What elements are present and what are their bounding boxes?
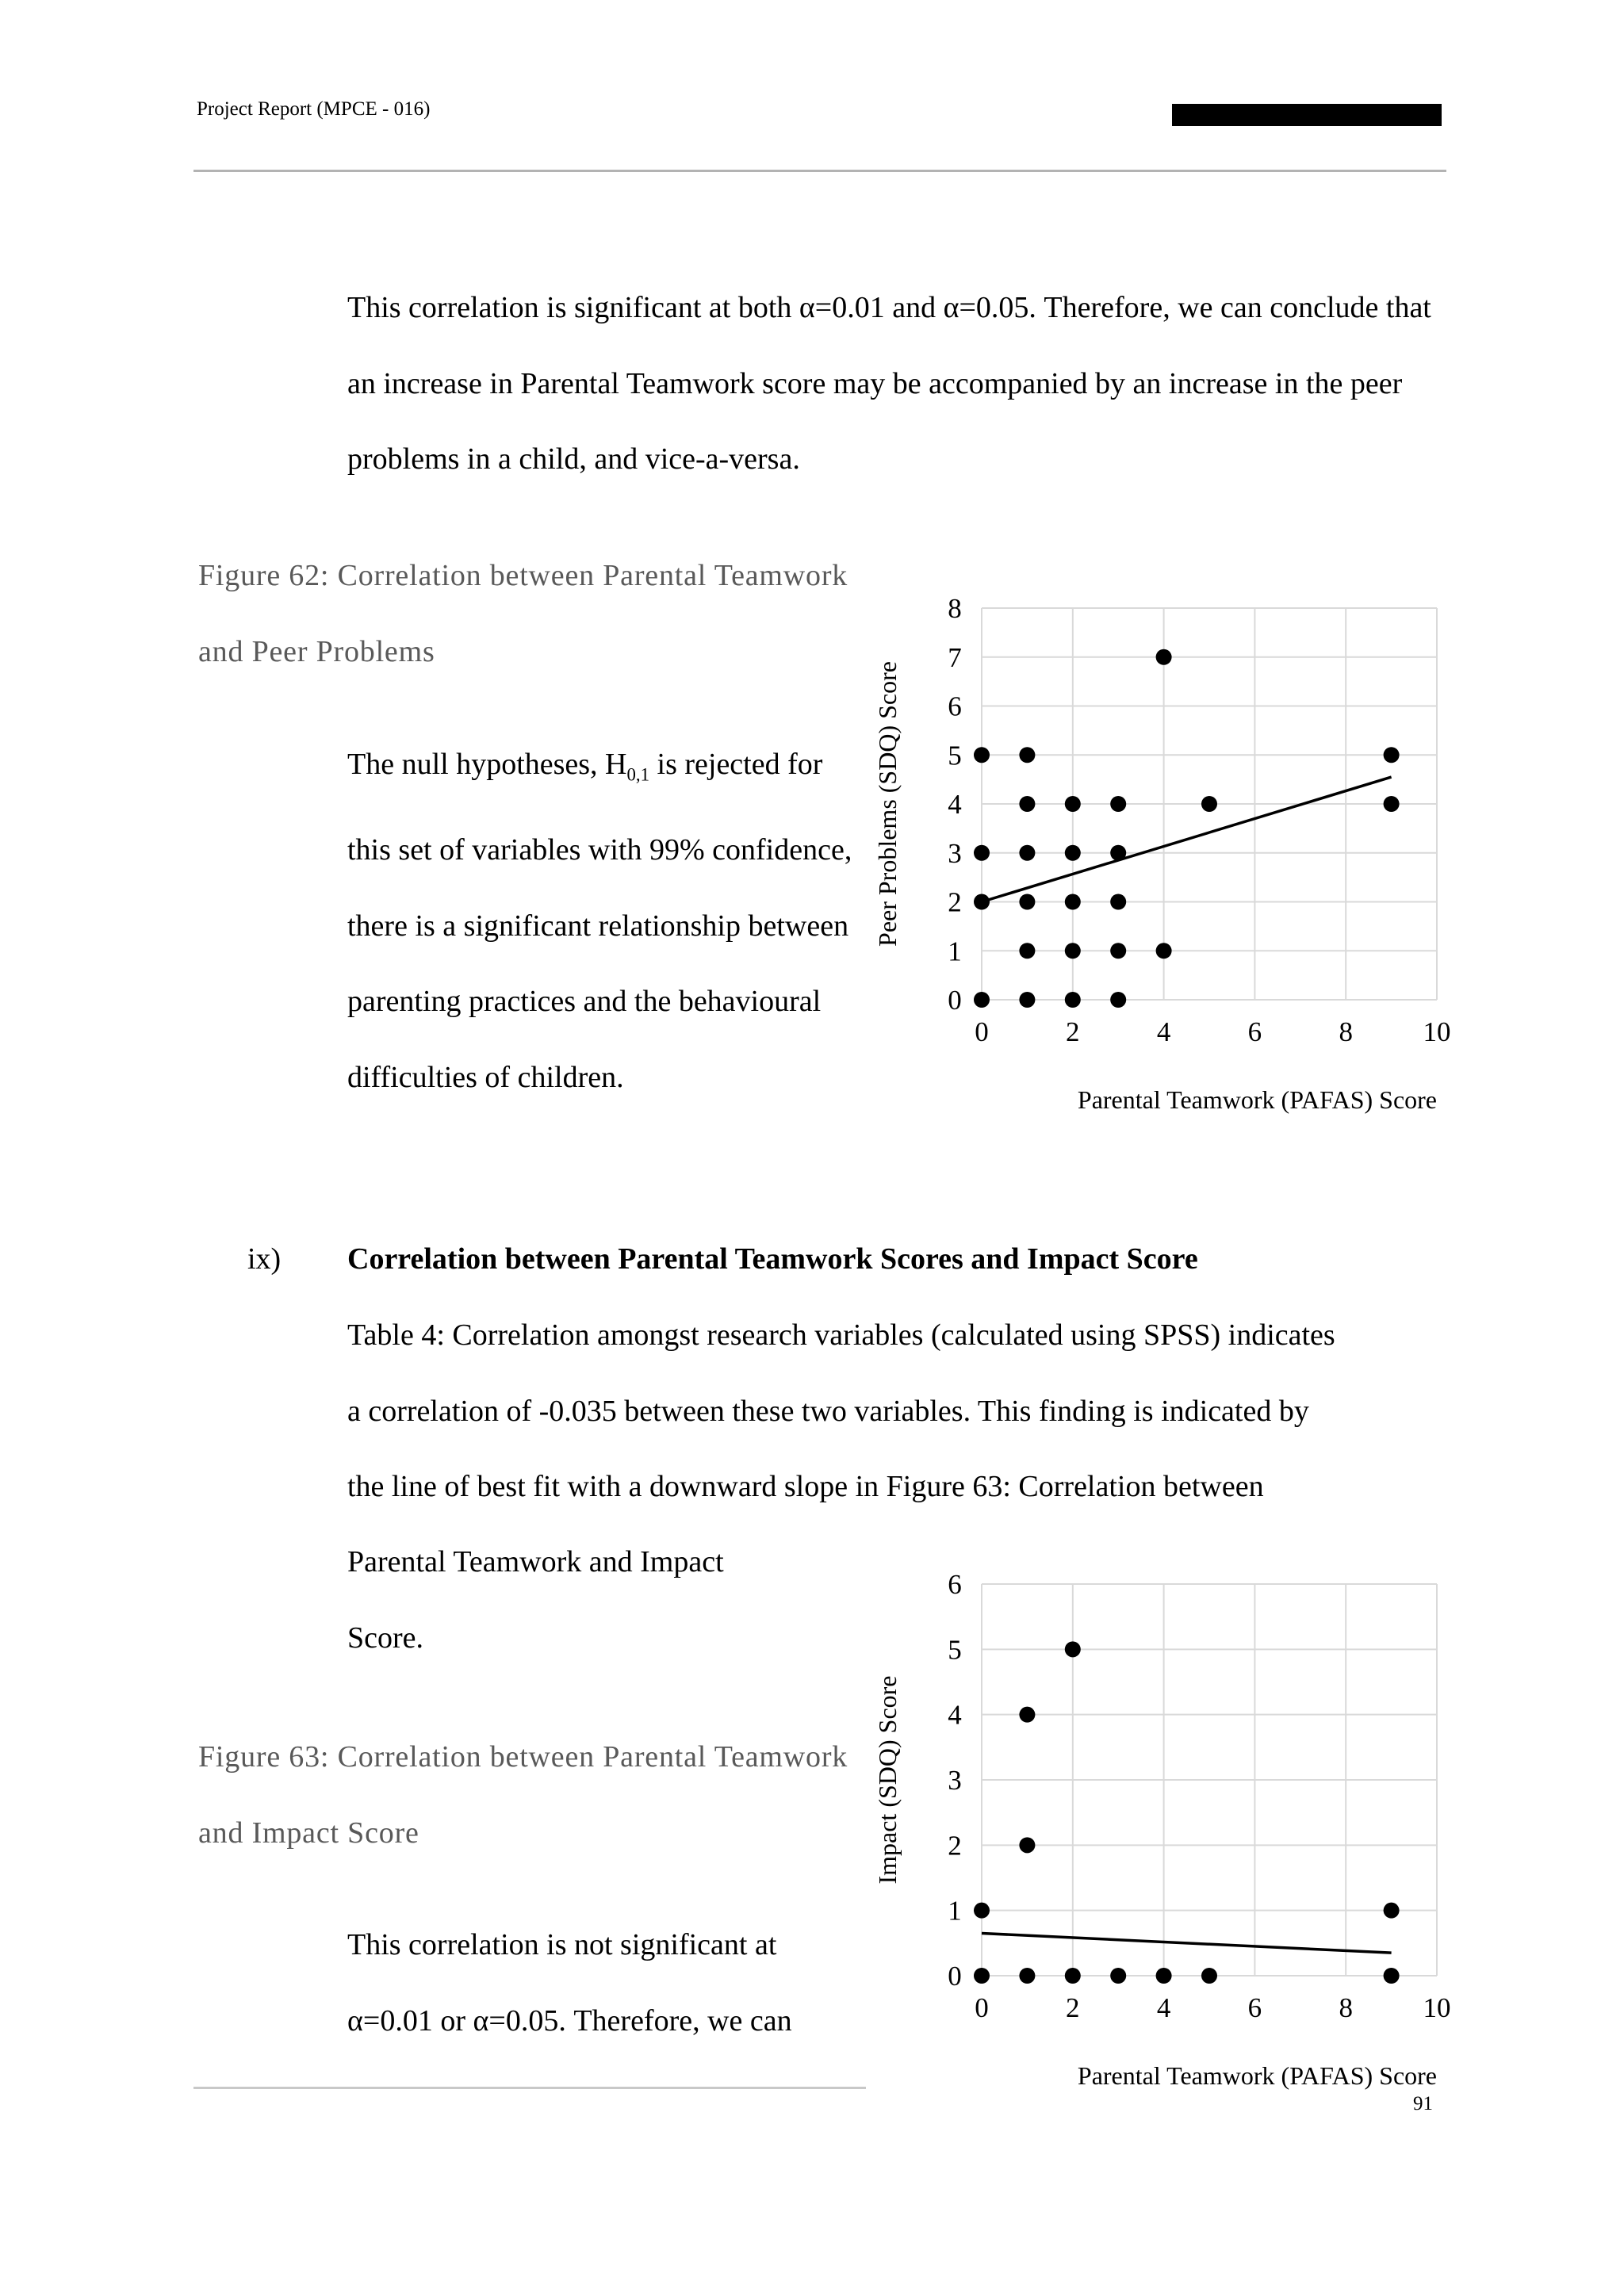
x-tick-label: 6	[1247, 1992, 1262, 2023]
x-tick-label: 10	[1423, 1016, 1451, 1047]
data-point	[1065, 943, 1081, 959]
scatter-chart-peer-problems	[873, 593, 1451, 1114]
x-axis-title: Parental Teamwork (PAFAS) Score	[1077, 2061, 1437, 2090]
paragraph-not-significant: This correlation is not significant at α=0.01 or α=0.05. Therefore, we can	[347, 1928, 792, 2038]
y-tick-label: 2	[948, 1830, 962, 1862]
x-tick-label: 2	[1066, 1992, 1080, 2023]
paragraph-line: Score.	[347, 1621, 424, 1655]
data-point	[1065, 992, 1081, 1008]
data-point	[1065, 796, 1081, 812]
null-hypothesis-text-pre: The null hypotheses, H	[347, 748, 627, 781]
paragraph-line: Parental Teamwork and Impact	[347, 1545, 724, 1578]
x-tick-label: 4	[1156, 1016, 1171, 1047]
section-title: Correlation between Parental Teamwork Scores and Impact Score	[347, 1242, 1198, 1276]
data-point	[1065, 845, 1081, 861]
data-point	[1201, 1968, 1217, 1984]
data-point	[1019, 1707, 1035, 1723]
data-point	[974, 1903, 990, 1919]
x-tick-label: 0	[975, 1016, 989, 1047]
x-tick-label: 2	[1066, 1016, 1080, 1047]
y-tick-label: 8	[948, 593, 962, 624]
data-point	[1110, 943, 1126, 959]
data-point	[1019, 796, 1035, 812]
y-tick-label: 3	[948, 1765, 962, 1796]
data-point	[1019, 747, 1035, 763]
x-tick-label: 10	[1423, 1992, 1451, 2023]
y-tick-label: 4	[948, 1699, 962, 1731]
x-axis-title: Parental Teamwork (PAFAS) Score	[1077, 1085, 1437, 1114]
paragraph-significance: This correlation is significant at both α=0.01 and α=0.05. Therefore, we can conclude that an increase in Parental Teamwork score may be accompanied by an increase in the peer problems in a child, and vice-a-versa.	[347, 291, 1431, 476]
data-point	[1110, 1968, 1126, 1984]
null-hypothesis-text-post: is rejected for this set of variables with 99% confidence, there is a significant relationship between parenting practices and the behavioural difficulties of children.	[347, 748, 852, 1094]
data-point	[1156, 943, 1172, 959]
data-point	[1156, 649, 1172, 665]
trendline	[982, 777, 1392, 901]
trendline	[982, 1933, 1392, 1953]
section-number: ix)	[247, 1242, 282, 1276]
y-tick-label: 4	[948, 789, 962, 820]
data-point	[1156, 1968, 1172, 1984]
data-point	[974, 1968, 990, 1984]
data-point	[1384, 1968, 1400, 1984]
figure-62-caption: Figure 62: Correlation between Parental Teamwork and Peer Problems	[198, 559, 848, 668]
data-point	[1019, 1968, 1035, 1984]
data-point	[1110, 992, 1126, 1008]
y-axis-title: Impact (SDQ) Score	[873, 1675, 902, 1885]
y-tick-label: 5	[948, 740, 962, 771]
header-title: Project Report (MPCE - 016)	[197, 98, 431, 120]
data-point	[1110, 796, 1126, 812]
data-point	[1110, 894, 1126, 910]
data-point	[1065, 894, 1081, 910]
y-tick-label: 6	[948, 691, 962, 722]
scatter-chart-impact	[873, 1569, 1451, 2090]
data-point	[974, 992, 990, 1008]
x-tick-label: 0	[975, 1992, 989, 2023]
paragraph-line: a correlation of -0.035 between these two variables. This finding is indicated by	[347, 1394, 1309, 1428]
null-hypothesis-subscript: 0,1	[626, 764, 650, 785]
figure-63-caption: Figure 63: Correlation between Parental Teamwork and Impact Score	[198, 1740, 848, 1850]
y-tick-label: 0	[948, 985, 962, 1016]
y-tick-label: 5	[948, 1634, 962, 1666]
y-tick-label: 6	[948, 1569, 962, 1600]
paragraph-line: the line of best fit with a downward slope in Figure 63: Correlation between	[347, 1470, 1264, 1503]
data-point	[1384, 796, 1400, 812]
data-point	[1019, 845, 1035, 861]
x-tick-label: 8	[1339, 1992, 1353, 2023]
data-point	[1065, 1641, 1081, 1657]
x-tick-label: 8	[1339, 1016, 1353, 1047]
data-point	[1019, 943, 1035, 959]
data-point	[1384, 747, 1400, 763]
y-axis-title: Peer Problems (SDQ) Score	[873, 661, 902, 947]
y-tick-label: 1	[948, 936, 962, 967]
data-point	[1065, 1968, 1081, 1984]
x-tick-label: 6	[1247, 1016, 1262, 1047]
data-point	[1019, 1837, 1035, 1853]
data-point	[974, 845, 990, 861]
paragraph-line: Table 4: Correlation amongst research variables (calculated using SPSS) indicates	[347, 1318, 1335, 1352]
data-point	[1019, 992, 1035, 1008]
data-point	[974, 747, 990, 763]
x-tick-label: 4	[1156, 1992, 1171, 2023]
y-tick-label: 0	[948, 1961, 962, 1992]
data-point	[1201, 796, 1217, 812]
y-tick-label: 2	[948, 886, 962, 918]
data-point	[1019, 894, 1035, 910]
data-point	[1110, 845, 1126, 861]
page-number: 91	[1413, 2093, 1433, 2114]
y-tick-label: 1	[948, 1895, 962, 1927]
y-tick-label: 3	[948, 837, 962, 869]
y-tick-label: 7	[948, 641, 962, 673]
data-point	[1384, 1903, 1400, 1919]
data-point	[974, 894, 990, 910]
